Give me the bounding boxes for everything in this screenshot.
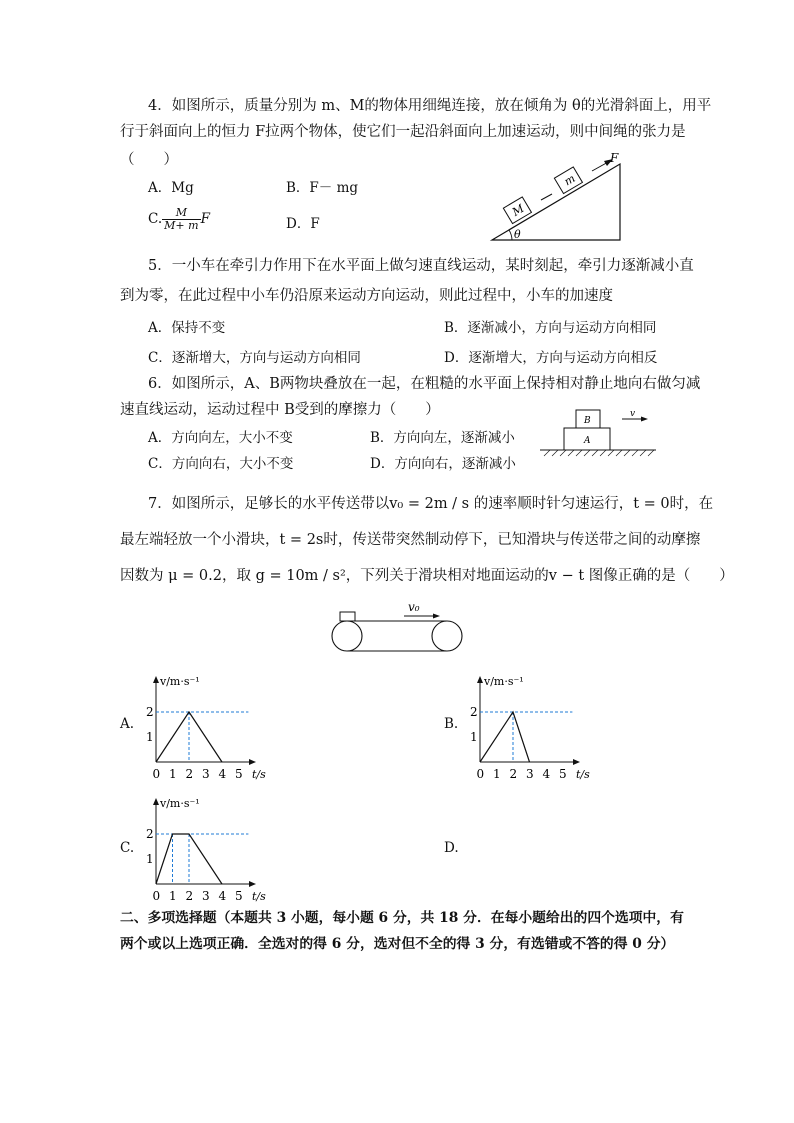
q4-option-a: A．Mg [148,180,194,196]
x-tick-label: 5 [235,889,243,903]
graph-a [142,672,282,782]
belt-velocity-arrowhead [433,614,440,619]
incline-triangle [492,164,620,240]
connecting-rope [541,194,552,200]
x-tick-label: 5 [235,767,243,781]
q5-line-1: 5．一小车在牵引力作用下在水平面上做匀速直线运动，某时刻起，牵引力逐渐减小直 [148,258,694,274]
q6-line-1: 6．如图所示，A、B两物块叠放在一起，在粗糙的水平面上保持相对静止地向右做匀减 [148,376,701,392]
q5-option-a: A．保持不变 [148,320,226,336]
y-axis-title: v/m·s⁻¹ [484,675,524,688]
y-tick-label: 1 [470,730,478,744]
q6-option-b: B．方向向左，逐渐减小 [370,430,515,446]
left-roller [332,621,362,651]
x-tick-label: 1 [493,767,501,781]
block-m [554,167,582,194]
q4-option-c-prefix: C. [148,211,163,227]
block-M-label: M [510,201,527,219]
block-B-label: B [584,416,591,426]
x-axis-arrowhead [249,759,256,765]
graph-b-label: B. [444,716,459,732]
q5-option-c: C．逐渐增大，方向与运动方向相同 [148,350,361,366]
q4-line-2: 行于斜面向上的恒力 F拉两个物体，使它们一起沿斜面向上加速运动，则中间绳的张力是 [120,124,686,140]
q6-option-c: C．方向向右，大小不变 [148,456,294,472]
q4-option-c [148,207,210,232]
q4-option-d: D．F [286,216,320,232]
ground-hatch [544,450,654,456]
q5-option-b: B．逐渐减小，方向与运动方向相同 [444,320,657,336]
y-tick-label: 2 [146,705,154,719]
x-tick-label: 1 [169,889,177,903]
x-axis-title: t/s [252,768,266,781]
y-tick-label: 1 [146,852,154,866]
q6-line-2: 速直线运动，运动过程中 B受到的摩擦力（ ） [120,402,440,418]
graph-c [142,794,282,904]
y-axis-arrowhead [153,798,159,805]
q4-option-c-suffix: F [200,211,210,227]
q4-option-b: B．F－ mg [286,180,359,196]
q7-conveyor-figure [328,600,468,656]
x-tick-label: 3 [526,767,534,781]
x-axis-arrowhead [249,881,256,887]
q6-blocks-figure [540,406,660,458]
x-tick-label: 4 [218,767,227,781]
q4-line-1: 4．如图所示，质量分别为 m、M的物体用细绳连接，放在倾角为 θ的光滑斜面上，用平 [148,98,712,114]
force-label: F [610,152,619,165]
x-axis-title: t/s [252,890,266,903]
q6-option-d: D．方向向右，逐渐减小 [370,456,516,472]
y-axis-title: v/m·s⁻¹ [160,675,200,688]
vt-curve [480,712,530,762]
belt-velocity-label: v₀ [408,600,420,614]
x-tick-label: 0 [152,889,161,903]
q6-option-a: A．方向向左，大小不变 [148,430,293,446]
q5-option-d: D．逐渐增大，方向与运动方向相反 [444,350,658,366]
q4-option-c-numerator: M [175,206,187,219]
x-tick-label: 3 [202,889,210,903]
x-tick-label: 1 [169,767,177,781]
right-roller [432,621,462,651]
y-axis-title: v/m·s⁻¹ [160,797,200,810]
y-axis-arrowhead [153,676,159,683]
q5-line-2: 到为零，在此过程中小车仍沿原来运动方向运动，则此过程中，小车的加速度 [120,288,613,304]
q4-paren: （ ） [120,152,178,168]
q7-line-2: 最左端轻放一个小滑块，t = 2s时，传送带突然制动停下，已知滑块与传送带之间的动摩擦 [120,532,701,548]
x-tick-label: 2 [185,767,194,781]
slider-block [340,612,355,621]
x-axis-arrowhead [573,759,580,765]
graph-d-label: D. [444,840,459,856]
x-axis-title: t/s [576,768,590,781]
x-tick-label: 4 [218,889,227,903]
y-tick-label: 2 [470,705,478,719]
q4-option-c-fraction [162,207,200,232]
graph-c-label: C. [120,840,135,856]
velocity-arrowhead [641,417,648,422]
x-tick-label: 2 [185,889,194,903]
q7-line-3: 因数为 μ = 0.2，取 g = 10m / s²，下列关于滑块相对地面运动的v − t 图像正确的是（ ） [120,568,734,584]
q4-option-c-denominator: M+ m [164,219,199,232]
x-tick-label: 4 [542,767,551,781]
y-tick-label: 2 [146,827,154,841]
q4-incline-figure [486,152,626,244]
section2-line-1: 二、多项选择题（本题共 3 小题，每小题 6 分，共 18 分．在每小题给出的四个选项中，有 [120,910,684,926]
x-tick-label: 5 [559,767,567,781]
block-A-label: A [584,436,591,446]
x-tick-label: 2 [509,767,518,781]
q7-line-1: 7．如图所示，足够长的水平传送带以v₀ = 2m / s 的速率顺时针匀速运行，t = 0时，在 [148,496,714,512]
x-tick-label: 0 [152,767,161,781]
angle-arc [509,230,512,240]
block-m-label: m [561,171,578,189]
section2-line-2: 两个或以上选项正确．全选对的得 6 分，选对但不全的得 3 分，有选错或不答的得 0 分） [120,936,675,952]
graph-b [466,672,606,782]
y-axis-arrowhead [477,676,483,683]
x-tick-label: 3 [202,767,210,781]
x-tick-label: 0 [476,767,485,781]
graph-a-label: A. [120,716,135,732]
y-tick-label: 1 [146,730,154,744]
velocity-label: v [630,409,636,419]
theta-label: θ [514,228,521,241]
